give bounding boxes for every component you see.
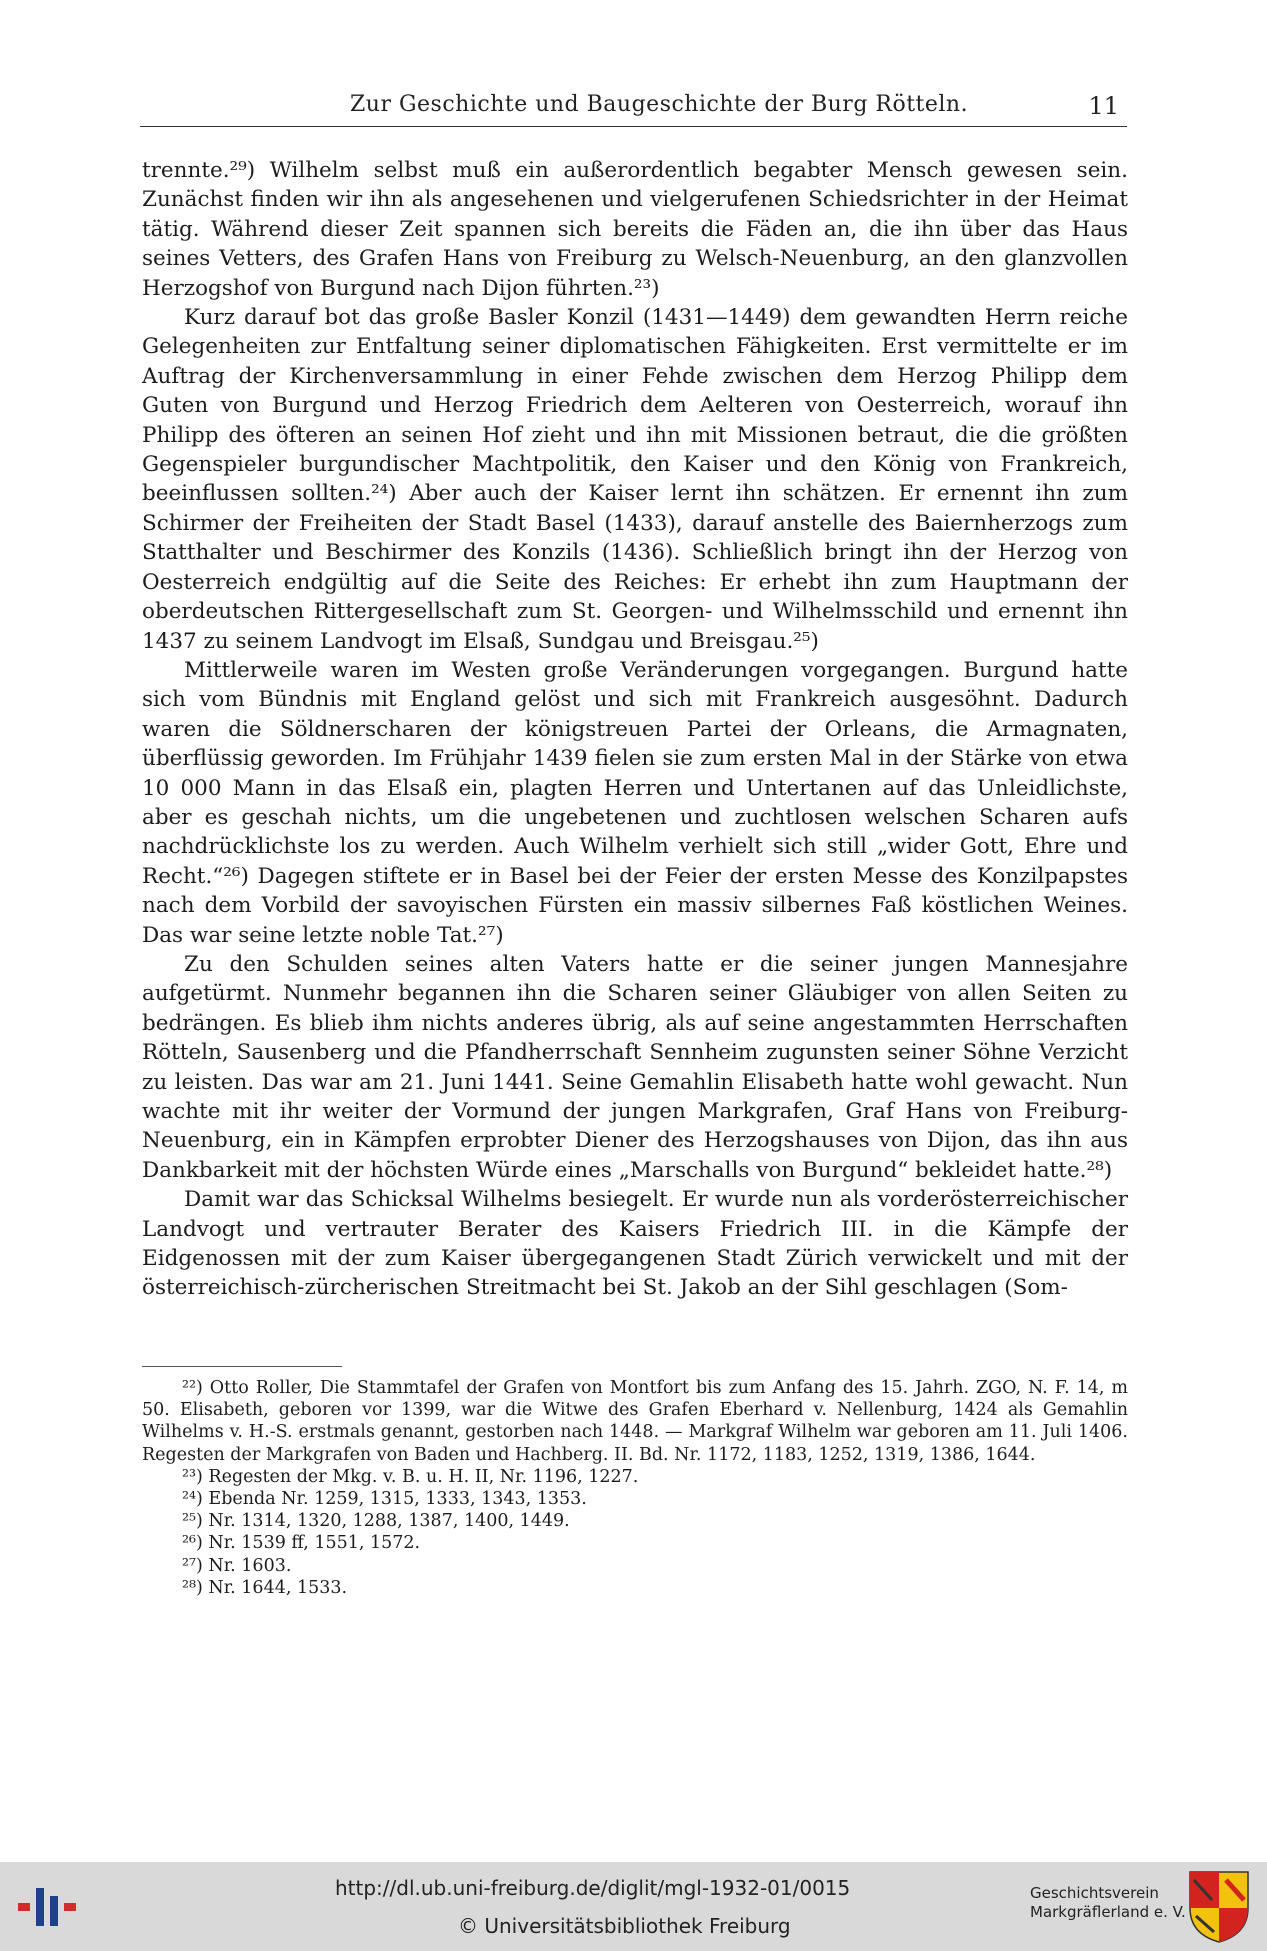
society-name [1030,1884,1186,1922]
running-title: Zur Geschichte und Baugeschichte der Burg Rötteln. [350,92,969,117]
footnote-24: ²⁴) Ebenda Nr. 1259, 1315, 1333, 1343, 1353. [182,1489,587,1510]
paragraph-5: Damit war das Schicksal Wilhelms besiegelt. Er wurde nun als vorderösterreichischer Landvogt und vertrauter Berater des Kaisers Friedrich III. in die Kämpfe der Eidgenossen mit der zum Kaiser übergegangenen Stadt Zürich verwickelt und mit der österreichisch-zürcherischen Streitmacht bei St. Jakob an der Sihl geschlagen (Som- [142,1187,1128,1301]
footnote-27: ²⁷) Nr. 1603. [182,1555,292,1576]
paragraph-1: trennte.²⁹) Wilhelm selbst muß ein außerordentlich begabter Mensch gewesen sein. Zunächst finden wir ihn als angesehenen und vielgerufenen Schiedsrichter in der Heimat tätig. Während dieser Zeit spannen sich bereits die Fäden an, die ihn über das Haus seines Vetters, des Grafen Hans von Freiburg zu Welsch-Neuenburg, an den glanzvollen Herzogshof von Burgund nach Dijon führten.²³) [142,158,1128,301]
copyright-text: © Universitätsbibliothek Freiburg [458,1914,791,1938]
footnote-23: ²³) Regesten der Mkg. v. B. u. H. II, Nr. 1196, 1227. [182,1466,639,1487]
society-name-line2: Markgräflerland e. V. [1030,1903,1186,1921]
society-crest-icon[interactable] [1188,1870,1250,1944]
footnote-22: ²²) Otto Roller, Die Stammtafel der Grafen von Montfort bis zum Anfang des 15. Jahrh. ZGO, N. F. 14, m 50. Elisabeth, geboren vor 1399, war die Witwe des Grafen Eberhard v. Nellenburg, 1424 als Gemahlin Wilhelms v. H.-S. erstmals genannt, gestorben nach 1448. — Markgraf Wilhelm war geboren am 11. Juli 1406. Regesten der Markgrafen von Baden und Hachberg. II. Bd. Nr. 1172, 1183, 1252, 1319, 1386, 1644. [142,1378,1128,1465]
main-text [142,156,1128,1303]
footnote-28: ²⁸) Nr. 1644, 1533. [182,1577,348,1598]
page-number: 11 [1088,92,1119,120]
footnote-25: ²⁵) Nr. 1314, 1320, 1288, 1387, 1400, 1449. [182,1511,570,1532]
ub-freiburg-logo-icon[interactable] [16,1882,86,1932]
footnote-26: ²⁶) Nr. 1539 ff, 1551, 1572. [182,1533,421,1554]
paragraph-2: Kurz darauf bot das große Basler Konzil (1431—1449) dem gewandten Herrn reiche Gelegenheiten zur Entfaltung seiner diplomatischen Fähigkeiten. Erst vermittelte er im Auftrag der Kirchenversammlung in einer Fehde zwischen dem Herzog Philipp dem Guten von Burgund und Herzog Friedrich dem Aelteren von Oesterreich, worauf ihn Philipp des öfteren an seinen Hof zieht und ihn mit Missionen betraut, die die größten Gegenspieler burgundischer Machtpolitik, den Kaiser und den König von Frankreich, beeinflussen sollten.²⁴) Aber auch der Kaiser lernt ihn schätzen. Er ernennt ihn zum Schirmer der Freiheiten der Stadt Basel (1433), darauf anstelle des Baiernherzogs zum Statthalter und Beschirmer des Konzils (1436). Schließlich bringt ihn der Herzog von Oesterreich endgültig auf die Seite des Reiches: Er erhebt ihn zum Hauptmann der oberdeutschen Rittergesellschaft zum St. Georgen- und Wilhelmsschild und ernennt ihn 1437 zu seinem Landvogt im Elsaß, Sundgau und Breisgau.²⁵) [142,305,1128,654]
footnote-rule [142,1366,342,1367]
document-url-link[interactable]: http://dl.ub.uni-freiburg.de/diglit/mgl-1932-01/0015 [335,1876,851,1900]
running-header [140,92,1127,127]
society-name-line1: Geschichtsverein [1030,1884,1159,1902]
paragraph-4: Zu den Schulden seines alten Vaters hatte er die seiner jungen Mannesjahre aufgetürmt. Nunmehr begannen ihn die Scharen seiner Gläubiger von allen Seiten zu bedrängen. Es blieb ihm nichts anderes übrig, als auf seine angestammten Herrschaften Rötteln, Sausenberg und die Pfandherrschaft Sennheim zugunsten seiner Söhne Verzicht zu leisten. Das war am 21. Juni 1441. Seine Gemahlin Elisabeth hatte wohl gewacht. Nun wachte mit ihr weiter der Vormund der jungen Markgrafen, Graf Hans von Freiburg-Neuenburg, ein in Kämpfen erprobter Diener des Herzogshauses von Dijon, das ihn aus Dankbarkeit mit der höchsten Würde eines „Marschalls von Burgund“ bekleidet hatte.²⁸) [142,951,1128,1183]
paragraph-3: Mittlerweile waren im Westen große Veränderungen vorgegangen. Burgund hatte sich vom Bündnis mit England gelöst und sich mit Frankreich ausgesöhnt. Dadurch waren die Söldnerscharen der königstreuen Partei der Orleans, die Armagnaten, überflüssig geworden. Im Frühjahr 1439 fielen sie zum ersten Mal in der Stärke von etwa 10 000 Mann in das Elsaß ein, plagten Herren und Untertanen auf das Unleidlichste, aber es geschah nichts, um die ungebetenen und zuchtlosen welschen Scharen aufs nachdrücklichste los zu werden. Auch Wilhelm verhielt sich still „wider Gott, Ehre und Recht.“²⁶) Dagegen stiftete er in Basel bei der Feier der ersten Messe des Konzilpapstes nach dem Vorbild der savoyischen Fürsten ein massiv silbernes Faß köstlichen Weines. Das war seine letzte noble Tat.²⁷) [142,657,1128,948]
viewer-footer [0,1862,1267,1951]
footnotes [142,1366,1128,1599]
